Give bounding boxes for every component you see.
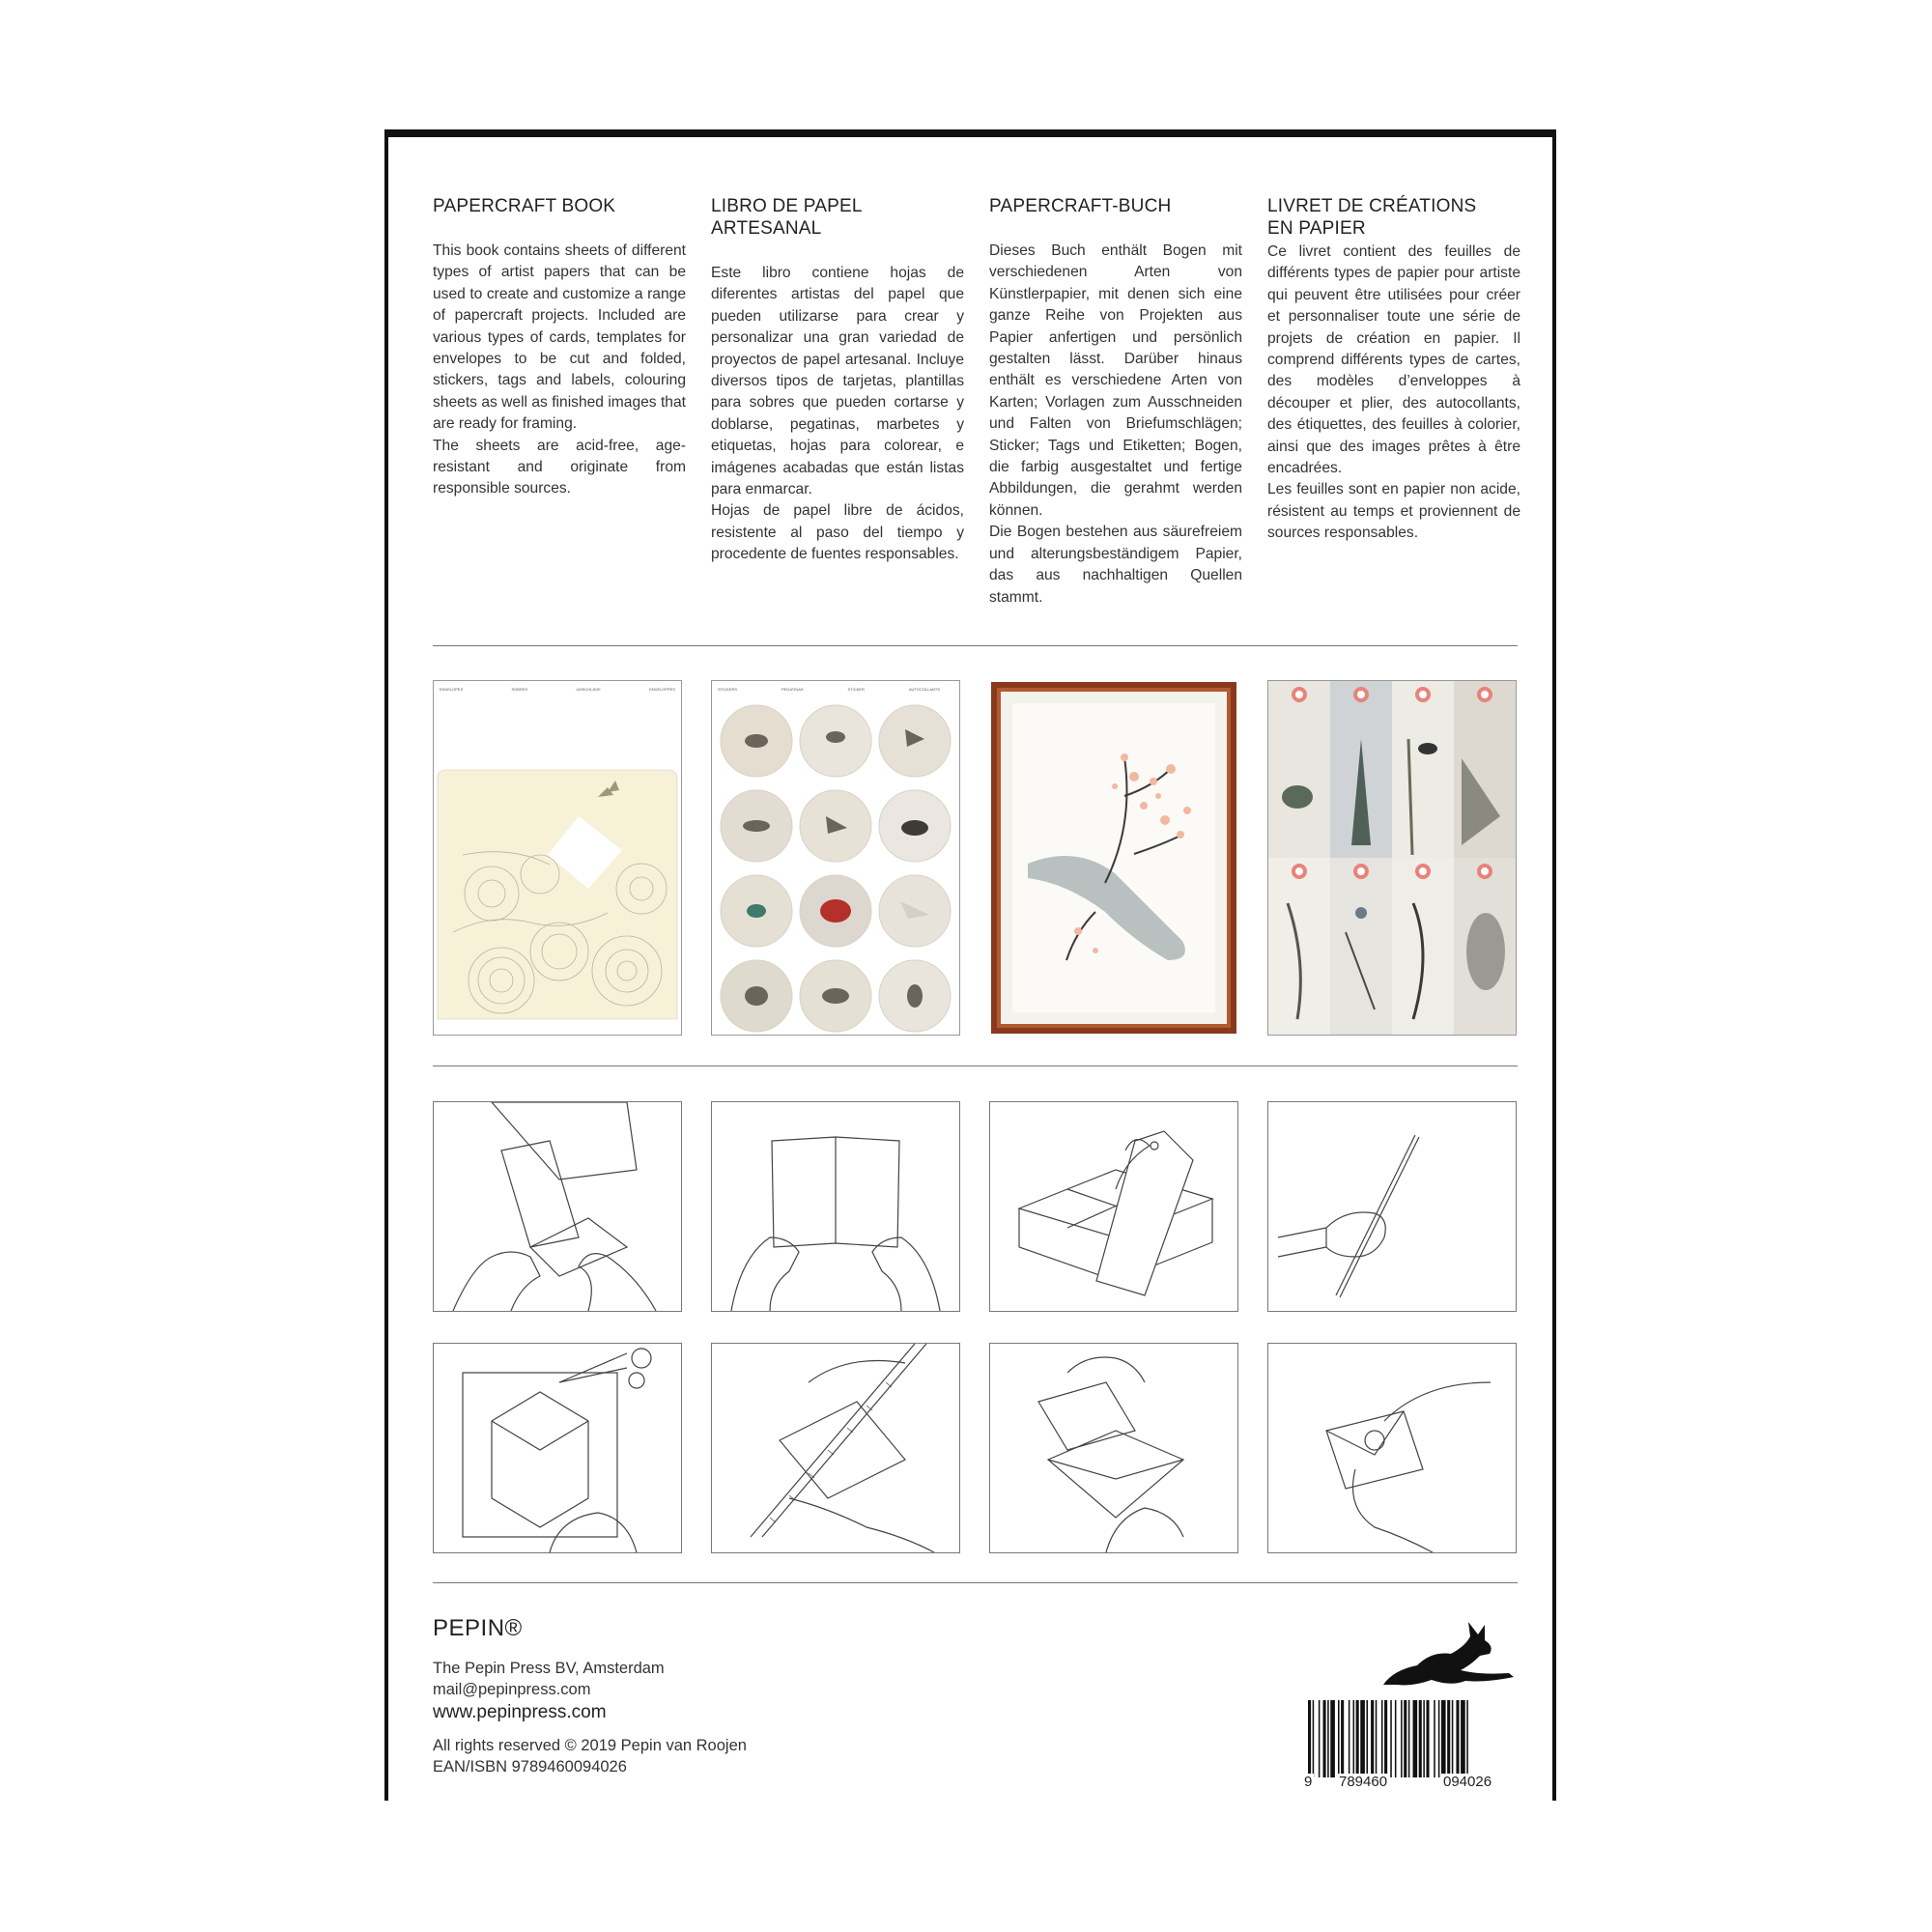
bird-sticker-circles — [712, 681, 959, 1035]
rights-notice: All rights reserved © 2019 Pepin van Roojen — [433, 1737, 747, 1754]
hands-sealing-envelope-drawing — [1268, 1344, 1516, 1552]
barcode-bar — [1395, 1700, 1397, 1777]
barcode-bar — [1434, 1700, 1435, 1777]
barcode-bar — [1371, 1700, 1374, 1777]
holding-card-illustration — [711, 1101, 960, 1312]
barcode-bar — [1408, 1700, 1410, 1777]
column-title: LIVRET DE CRÉATIONS EN PAPIER — [1267, 196, 1477, 239]
barcode-digit: 789460 — [1339, 1774, 1388, 1790]
chrysanthemum-envelope-art — [434, 681, 681, 1035]
barcode-bar — [1319, 1700, 1321, 1777]
folding-envelope-illustration — [989, 1343, 1238, 1553]
isbn: EAN/ISBN 9789460094026 — [433, 1758, 627, 1776]
barcode-bar — [1423, 1700, 1425, 1777]
barcode-bar — [1426, 1700, 1429, 1777]
thumb-label: SOBRES — [511, 687, 528, 692]
barcode-bar — [1341, 1700, 1344, 1777]
ruler-scoring-drawing — [712, 1344, 959, 1552]
colouring-illustration — [1267, 1101, 1517, 1312]
barcode-bar — [1308, 1700, 1311, 1777]
thumb-label: ENVELOPES — [440, 687, 464, 692]
publisher: The Pepin Press BV, Amsterdam — [433, 1660, 665, 1677]
hands-holding-card-drawing — [712, 1102, 959, 1311]
barcode-bar — [1338, 1700, 1340, 1777]
barcode-bar — [1384, 1700, 1387, 1777]
column-french — [1267, 195, 1520, 545]
barcode-bar — [1441, 1700, 1446, 1777]
barcode-bar — [1401, 1700, 1403, 1777]
divider — [433, 1065, 1518, 1066]
gift-box-with-tag-drawing — [990, 1102, 1237, 1311]
barcode-bar — [1461, 1700, 1465, 1777]
thumb-label: UMSCHLÄGE — [576, 687, 601, 692]
back-cover — [384, 129, 1556, 1801]
scoring-ruler-illustration — [711, 1343, 960, 1553]
barcode-bar — [1323, 1700, 1326, 1777]
barcode-bar — [1366, 1700, 1368, 1777]
barcode-bar — [1349, 1700, 1350, 1777]
barcode-bar — [1390, 1700, 1392, 1777]
hare-logo-icon — [1374, 1617, 1519, 1694]
framed-image-thumbnail — [989, 680, 1238, 1036]
column-spanish — [711, 195, 964, 566]
barcode-bar — [1327, 1700, 1329, 1777]
column-english — [433, 195, 686, 500]
website-link[interactable]: www.pepinpress.com — [433, 1702, 607, 1722]
thumb-label: PEGATINAS — [781, 687, 804, 692]
column-text: Dieses Buch enthält Bogen mit verschiedenen Arten von Künstlerpapier, mit denen sich eine ganze Reihe von Projekten aus Papier anfertigen und persönlich gestalten lässt. Darüber hinaus enthält es verschiedene Arten von Karten; Vorlagen zum Ausschneiden und Falten von Briefumschlägen; Sticker; Tags und Etiketten; Bogen, die farbig ausgestaltet und fertige Abbildungen, die gerahmt werden können. Die Bogen bestehen aus säurefreiem und alterungsbeständigem Papier, das aus nachhaltigen Quellen stammt. — [989, 242, 1242, 606]
folding-card-illustration — [433, 1101, 682, 1312]
hands-folding-card-drawing — [434, 1102, 681, 1311]
column-title: LIBRO DE PAPEL ARTESANAL — [711, 196, 862, 239]
barcode-bar — [1438, 1700, 1440, 1777]
gift-tag-illustration — [989, 1101, 1238, 1312]
barcode-bar — [1404, 1700, 1406, 1777]
column-text: This book contains sheets of different types of artist papers that can be used to create and customize a range of papercraft projects. Included are various types of cards, templates for envelopes to be cut and folded, stickers, tags and labels, colouring sheets as well as finished images that are ready for framing. The sheets are acid-free, age-resistant and originate from responsible sources. — [433, 242, 686, 497]
column-german — [989, 195, 1242, 609]
painted-tags-art — [1268, 681, 1516, 1035]
barcode-digit: 094026 — [1443, 1774, 1492, 1790]
barcode-digit: 9 — [1304, 1774, 1313, 1790]
hands-folding-envelope-drawing — [990, 1344, 1237, 1552]
thumb-label: STICKERS — [718, 687, 738, 692]
column-text: Este libro contiene hojas de diferentes artistas del papel que pueden utilizarse para crear y personalizar una gran variedad de proyectos de papel artesanal. Incluye diversos tipos de tarjetas, plantillas para sobres que pueden cortarse y doblarse, pegatinas, marbetes y etiquetas, hojas para colorear, e imágenes acabadas que están listas para enmarcar. Hojas de papel libre de ácidos, resistente al paso del tiempo y procedente de fuentes responsables. — [711, 265, 964, 563]
brand-name: PEPIN® — [433, 1615, 523, 1641]
column-title: PAPERCRAFT-BUCH — [989, 196, 1172, 216]
scissors-cutting-envelope-drawing — [434, 1344, 681, 1552]
barcode-bar — [1353, 1700, 1355, 1777]
barcode-bar — [1360, 1700, 1365, 1777]
barcode-bar — [1381, 1700, 1383, 1777]
tags-thumbnail — [1267, 680, 1517, 1036]
divider — [433, 1582, 1518, 1583]
sealing-envelope-illustration — [1267, 1343, 1517, 1553]
barcode-bar — [1466, 1700, 1468, 1777]
cutting-envelope-illustration — [433, 1343, 682, 1553]
divider — [433, 645, 1518, 646]
column-text: Ce livret contient des feuilles de différents types de papier pour artiste qui peuvent être utilisées pour créer et personnaliser toute une série de projets de création en papier. Il comprend différents types de cartes, des modèles d’enveloppes à découper et plier, des autocollants, des étiquettes, des feuilles à colorier, ainsi que des images prêtes à être encadrées. Les feuilles sont en papier non acide, résistent au temps et proviennent de sources responsables. — [1267, 243, 1520, 542]
envelope-template-thumbnail — [433, 680, 682, 1036]
email-link[interactable]: mail@pepinpress.com — [433, 1681, 591, 1698]
barcode-bar — [1376, 1700, 1378, 1777]
barcode-bar — [1456, 1700, 1459, 1777]
thumb-label: ENVELOPPES — [649, 687, 675, 692]
barcode-bar — [1313, 1700, 1315, 1777]
barcode-bar — [1452, 1700, 1454, 1777]
plum-blossom-frame — [989, 680, 1238, 1036]
stickers-thumbnail — [711, 680, 960, 1036]
hand-with-pencil-drawing — [1268, 1102, 1516, 1311]
barcode-bar — [1330, 1700, 1335, 1777]
thumb-label: STICKER — [847, 687, 865, 692]
barcode-bar — [1413, 1700, 1418, 1777]
barcode-bar — [1419, 1700, 1422, 1777]
barcode-bar — [1447, 1700, 1450, 1777]
thumb-label: AUTOCOLLANTS — [908, 687, 940, 692]
barcode-bar — [1356, 1700, 1359, 1777]
column-title: PAPERCRAFT BOOK — [433, 196, 616, 216]
